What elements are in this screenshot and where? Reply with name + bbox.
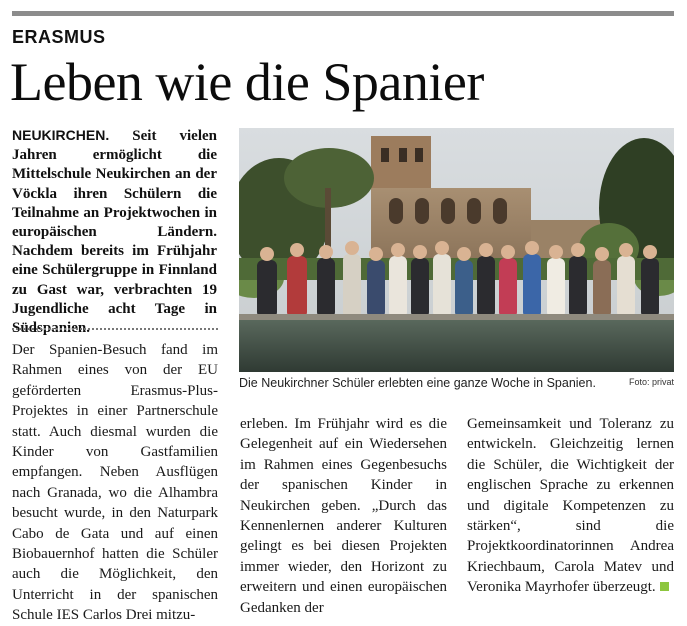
end-of-article-mark [660,582,669,591]
kicker: ERASMUS [12,27,106,47]
photo-credit: Foto: privat [628,377,674,387]
group-photo [239,128,674,372]
body-column-3 [467,414,674,598]
top-rule [12,11,674,16]
body-column-2: erleben. Im Frühjahr wird es die Gelegenheit auf ein Wiedersehen im Rahmen eines Gegenbesuchs der spanischen Kinder in Neukirchen geben. „Durch das Kennenlernen anderer Kulturen gelingt es bei diesen Projekten immer wieder, den Horizont zu erweitern und einen europäischen Gedanken der [240,416,447,616]
lead-paragraph [12,126,217,338]
lead-text: Seit vielen Jahren ermöglicht die Mittelschule Neukirchen an der Vöckla ihren Schülern die Teilnahme an Projektwochen in europäischen Ländern. Nachdem bereits im Frühjahr eine Schülergruppe in Finnland zu Gast war, verbrachten 19 Jugendliche acht Tage in Südspanien. [12,128,217,337]
dotted-divider [12,328,218,330]
headline: Leben wie die Spanier [10,52,484,112]
body-column-3-text: Gemeinsamkeit und Toleranz zu entwickeln. Gleichzeitig lernen die Schüler, die Wichtigkeit der englischen Sprache zu erkennen und digitale Kompetenzen zu stärken“, sind die Projektkoordinatorinnen Andrea Kriechbaum, Carola Matev und Veronika Mayrhofer überzeugt. [467,416,674,596]
body-column-1: Der Spanien-Besuch fand im Rahmen eines von der EU geförderten Erasmus-Plus-Projektes in einer Partnerschule statt. Auch diesmal wurden die Kinder von Gastfamilien empfangen. Neben Ausflügen nach Granada, wo die Alhambra besucht wurde, in den Naturpark Cabo de Gata und auf einen Biobauernhof hatten die Schüler auch die Möglichkeit, den Unterricht in der spanischen Schule IES Carlos Drei mitzu- [12,342,218,624]
photo-caption: Die Neukirchner Schüler erlebten eine ganze Woche in Spanien. [239,376,596,390]
dateline: NEUKIRCHEN. [12,127,110,143]
